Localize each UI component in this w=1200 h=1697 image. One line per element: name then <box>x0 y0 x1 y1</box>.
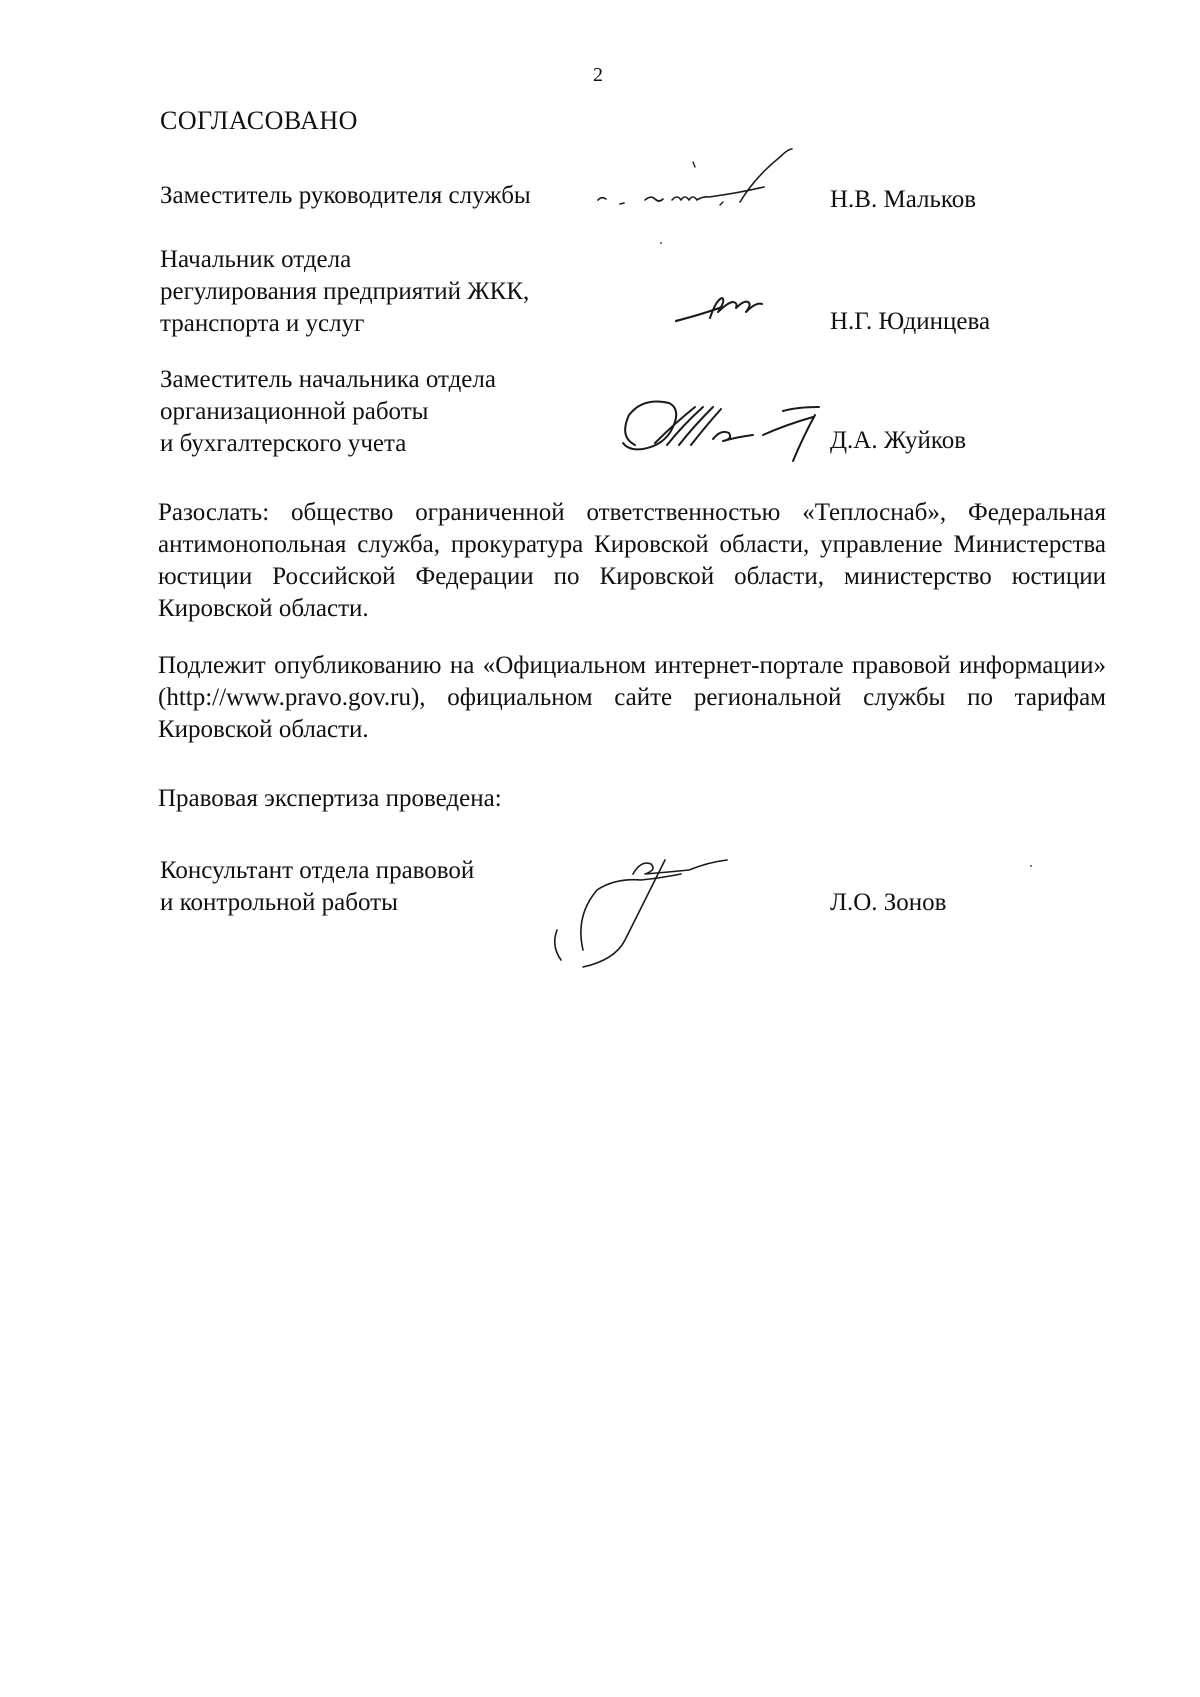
signatory-2-position <box>160 244 529 340</box>
legal-review-position-line-2: и контрольной работы <box>160 889 398 916</box>
scan-speck <box>1030 865 1032 867</box>
signatory-2-position-line-2: регулирования предприятий ЖКК, <box>160 278 530 305</box>
signatory-3-position-line-3: и бухгалтерского учета <box>160 430 407 457</box>
signature-4 <box>545 850 765 975</box>
legal-review-name: Л.О. Зонов <box>830 889 947 916</box>
signatory-1-position-line-1: Заместитель руководителя службы <box>160 182 531 209</box>
page-number: 2 <box>593 64 603 86</box>
approval-heading: СОГЛАСОВАНО <box>160 106 358 135</box>
signatory-1-position <box>160 180 531 212</box>
signatory-3-name: Д.А. Жуйков <box>830 427 967 454</box>
signature-2 <box>670 288 780 338</box>
publication-paragraph: Подлежит опубликованию на «Официальном интернет-портале правовой информации» (http://www.pravo.gov.ru), официальном сайте региональной службы по тарифам Кировской области. <box>158 652 1106 743</box>
legal-review-position <box>160 855 474 919</box>
signatory-3-position-line-1: Заместитель начальника отдела <box>160 366 496 393</box>
signatory-2-position-line-3: транспорта и услуг <box>160 310 365 337</box>
signatory-3-position <box>160 364 496 460</box>
scan-speck <box>660 242 662 244</box>
signatory-1-name: Н.В. Мальков <box>830 186 977 213</box>
legal-review-heading: Правовая экспертиза проведена: <box>158 785 502 812</box>
signature-3 <box>615 395 835 470</box>
distribution-paragraph: Разослать: общество ограниченной ответственностью «Теплоснаб», Федеральная антимонопольная служба, прокуратура Кировской области, управление Министерства юстиции Российской Федерации по Кировской области, министерство юстиции Кировской области. <box>158 499 1106 622</box>
signatory-2-position-line-1: Начальник отдела <box>160 246 352 273</box>
signature-1 <box>590 142 830 252</box>
legal-review-position-line-1: Консультант отдела правовой <box>160 857 475 884</box>
signatory-3-position-line-2: организационной работы <box>160 398 429 425</box>
signatory-2-name: Н.Г. Юдинцева <box>830 308 991 335</box>
